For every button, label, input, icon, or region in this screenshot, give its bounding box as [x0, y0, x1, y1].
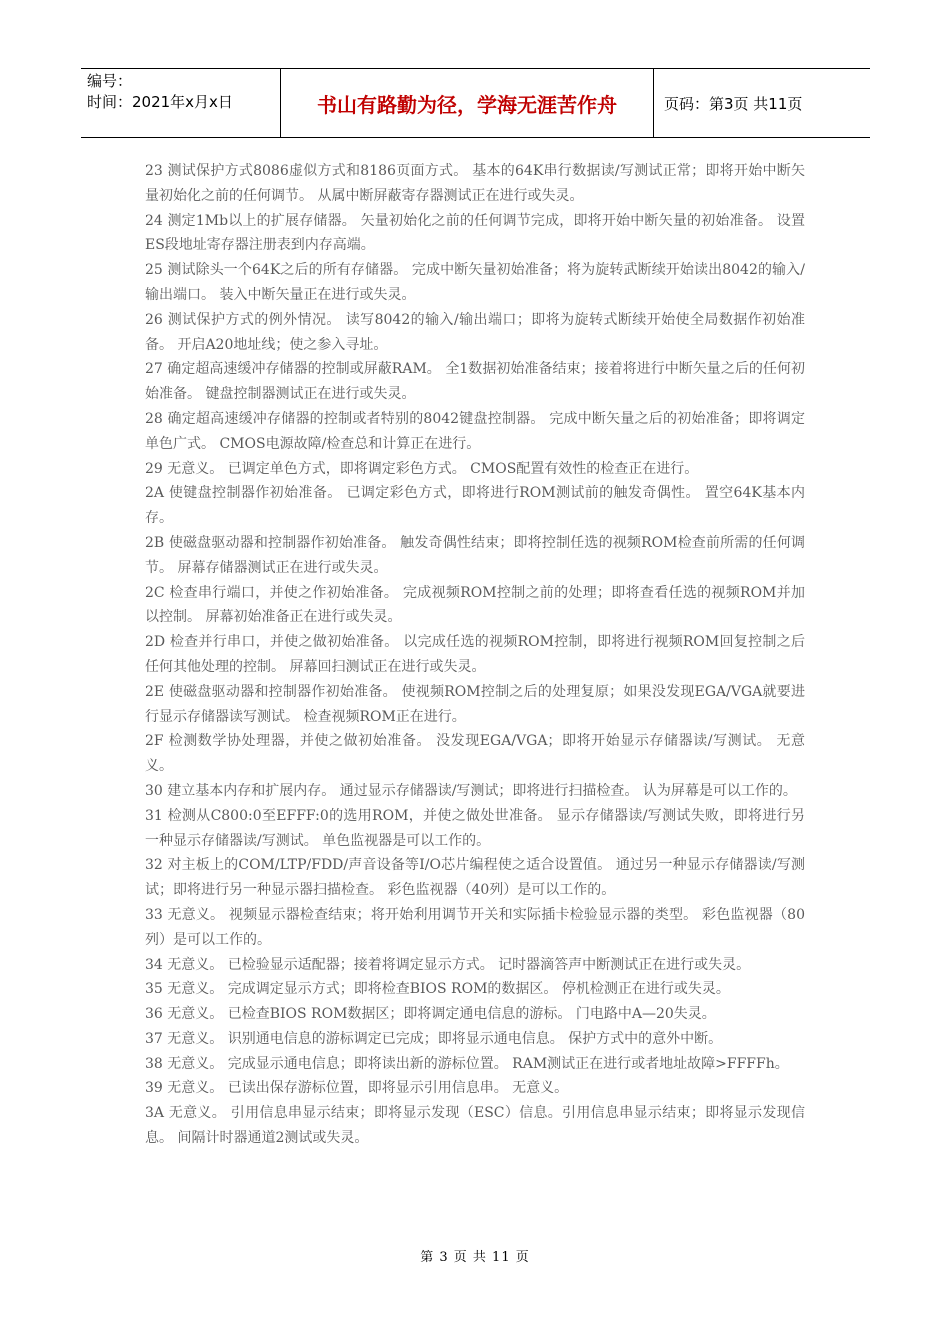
header-page-cell — [654, 69, 870, 137]
document-header — [81, 68, 870, 138]
post-code-paragraph: 37 无意义。 识别通电信息的游标调定已完成；即将显示通电信息。 保护方式中的意外中断。 — [145, 1030, 723, 1047]
header-page-info: 页码：第3页 共11页 — [664, 94, 803, 113]
post-code-paragraph: 30 建立基本内存和扩展内存。 通过显示存储器读/写测试；即将进行扫描检查。 认为屏幕是可以工作的。 — [145, 782, 797, 799]
document-number-label: 编号： — [87, 72, 133, 90]
post-code-paragraph: 2E 使磁盘驱动器和控制器作初始准备。 使视频ROM控制之后的处理复原；如果没发现EGA/VGA就要进行显示存储器读写测试。 检查视频ROM正在进行。 — [145, 683, 805, 725]
post-code-paragraph: 33 无意义。 视频显示器检查结束；将开始利用调节开关和实际插卡检验显示器的类型。 彩色监视器（80列）是可以工作的。 — [145, 906, 805, 948]
post-code-paragraph: 2F 检测数学协处理器，并使之做初始准备。 没发现EGA/VGA；即将开始显示存储器读/写测试。 无意义。 — [145, 733, 805, 775]
post-code-paragraph: 3A 无意义。 引用信息串显示结束；即将显示发现（ESC）信息。引用信息串显示结束；即将显示发现信息。 间隔计时器通道2测试或失灵。 — [145, 1105, 805, 1147]
post-code-paragraph: 2B 使磁盘驱动器和控制器作初始准备。 触发奇偶性结束；即将控制任选的视频ROM检查前所需的任何调节。 屏幕存储器测试正在进行或失灵。 — [145, 534, 805, 576]
post-code-paragraph: 34 无意义。 已检验显示适配器；接着将调定显示方式。 记时器滴答声中断测试正在进行或失灵。 — [145, 956, 751, 973]
header-motto-cell — [281, 69, 654, 137]
post-code-paragraph: 31 检测从C800:0至EFFF:0的选用ROM，并使之做处世准备。 显示存储器读/写测试失败，即将进行另一种显示存储器读/写测试。 单色监视器是可以工作的。 — [145, 807, 805, 849]
footer-page-number: 第 3 页 共 11 页 — [420, 1250, 530, 1265]
page-footer — [0, 1246, 950, 1265]
post-code-paragraph: 28 确定超高速缓冲存储器的控制或者特别的8042键盘控制器。 完成中断矢量之后的初始准备；即将调定单色广式。 CMOS电源故障/检查总和计算正在进行。 — [145, 410, 805, 452]
post-code-paragraph: 25 测试除头一个64K之后的所有存储器。 完成中断矢量初始准备；将为旋转武断续开始读出8042的输入/输出端口。 装入中断矢量正在进行或失灵。 — [145, 262, 805, 303]
post-code-paragraph: 24 测定1Mb以上的扩展存储器。 矢量初始化之前的任何调节完成，即将开始中断矢量的初始准备。 设置ES段地址寄存器注册表到内存高端。 — [145, 212, 805, 254]
header-meta-cell — [81, 69, 281, 137]
post-code-paragraph: 2C 检查串行端口，并使之作初始准备。 完成视频ROM控制之前的处理；即将查看任选的视频ROM并加以控制。 屏幕初始准备正在进行或失灵。 — [145, 584, 805, 626]
post-code-paragraph: 39 无意义。 已读出保存游标位置，即将显示引用信息串。 无意义。 — [145, 1080, 569, 1097]
post-code-paragraph: 29 无意义。 已调定单色方式，即将调定彩色方式。 CMOS配置有效性的检查正在进行。 — [145, 460, 699, 477]
header-motto: 书山有路勤为径，学海无涯苦作舟 — [317, 92, 617, 117]
post-code-paragraph: 2A 使键盘控制器作初始准备。 已调定彩色方式，即将进行ROM测试前的触发奇偶性。 置空64K基本内存。 — [145, 485, 805, 527]
post-code-paragraph: 26 测试保护方式的例外情况。 读写8042的输入/输出端口；即将为旋转式断续开始使全局数据作初始准备。 开启A20地址线；使之参入寻址。 — [145, 311, 805, 353]
post-code-paragraph: 23 测试保护方式8086虚似方式和8186页面方式。 基本的64K串行数据读/写测试正常；即将开始中断矢量初始化之前的任何调节。 从属中断屏蔽寄存器测试正在进行或失灵。 — [145, 163, 805, 204]
post-code-paragraph: 36 无意义。 已检查BIOS ROM数据区；即将调定通电信息的游标。 门电路中A—20失灵。 — [145, 1006, 716, 1023]
post-code-paragraph: 27 确定超高速缓冲存储器的控制或屏蔽RAM。 全1数据初始准备结束；接着将进行中断矢量之后的任何初始准备。 键盘控制器测试正在进行或失灵。 — [145, 361, 805, 403]
post-code-paragraph: 35 无意义。 完成调定显示方式；即将检查BIOS ROM的数据区。 停机检测正在进行或失灵。 — [145, 981, 730, 998]
post-code-paragraph: 2D 检查并行串口，并使之做初始准备。 以完成任选的视频ROM控制，即将进行视频ROM回复控制之后任何其他处理的控制。 屏幕回扫测试正在进行或失灵。 — [145, 634, 805, 675]
document-body — [145, 159, 805, 1151]
post-code-paragraph: 32 对主板上的COM/LTP/FDD/声音设备等I/O芯片编程使之适合设置值。 通过另一种显示存储器读/写测试；即将进行另一种显示器扫描检查。 彩色监视器（40列）是可以工作的。 — [145, 857, 805, 899]
document-time-label: 时间：2021年x月x日 — [87, 93, 233, 111]
post-code-paragraph: 38 无意义。 完成显示通电信息；即将读出新的游标位置。 RAM测试正在进行或者地址故障>FFFFh。 — [145, 1055, 789, 1072]
